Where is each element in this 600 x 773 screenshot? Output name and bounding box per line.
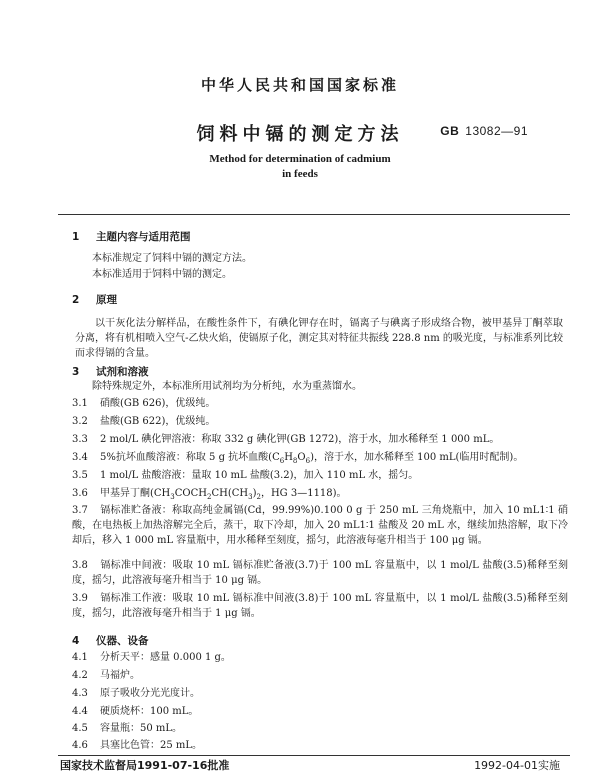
section-1-paragraph-1: 本标准规定了饲料中镉的测定方法。 [92, 253, 252, 264]
item-4-3: 4.3 原子吸收分光光度计。 [72, 688, 200, 699]
section-2-paragraph: 以干灰化法分解样品，在酸性条件下，有碘化钾存在时，镉离子与碘离子形成络合物，被甲基异丁酮萃取分离，将有机相喷入空气-乙炔火焰，使镉原子化，测定其对特征共振线 228.8 nm 的吸光度，与标准系列比较而求得镉的含量。 [75, 318, 563, 359]
item-4-4: 4.4 硬质烧杯：100 mL。 [72, 706, 199, 717]
footer-divider [58, 755, 570, 756]
header-divider [58, 214, 570, 215]
section-1-paragraph-2: 本标准适用于饲料中镉的测定。 [92, 269, 232, 280]
item-4-2: 4.2 马福炉。 [72, 670, 140, 681]
section-3-heading: 3 试剂和溶液 [72, 366, 149, 378]
issuing-authority: 中华人民共和国国家标准 [200, 76, 399, 94]
standard-number-value: 13082—91 [465, 124, 528, 138]
section-1-heading: 1 主题内容与适用范围 [72, 231, 191, 243]
standard-title-english-line1: Method for determination of cadmium [209, 153, 391, 165]
item-4-1: 4.1 分析天平：感量 0.000 1 g。 [72, 652, 231, 663]
item-3-4: 3.4 5%抗坏血酸溶液：称取 5 g 抗坏血酸$(C_6H_8O_6)$，溶于水，加水稀释至 100 mL(临用时配制)。 [72, 452, 524, 465]
item-3-7: 3.7 镉标准贮备液：称取高纯金属镉(Cd，99.99%)0.100 0 g 于 250 mL 三角烧瓶中，加入 10 mL1∶1 硝酸，在电热板上加热溶解完全后，蒸干，取下冷却，加入 20 mL1∶1 盐酸及 20 mL 水，继续加热溶解，取下冷却后，移入 1 000 mL 容量瓶中，用水稀释至刻度，摇匀，此溶液每毫升相当于 100 μg 镉。 [72, 505, 568, 546]
section-2-heading: 2 原理 [72, 294, 117, 306]
standard-number [440, 124, 528, 138]
item-3-8: 3.8 镉标准中间液：吸取 10 mL 镉标准贮备液(3.7)于 100 mL 容量瓶中，以 1 mol/L 盐酸(3.5)稀释至刻度，摇匀，此溶液每毫升相当于 10 μg 镉。 [72, 560, 568, 586]
standard-title-chinese: 饲料中镉的测定方法 [196, 124, 404, 145]
item-4-5: 4.5 容量瓶：50 mL。 [72, 723, 183, 734]
standard-title-english-line2: in feeds [282, 168, 318, 180]
item-3-2: 3.2 盐酸(GB 622)，优级纯。 [72, 416, 216, 427]
item-3-6: 3.6 甲基异丁酮($CH_3COCH_2CH(CH_3)_2$，HG 3—1118)。 [72, 488, 347, 501]
implementation-date: 1992-04-01实施 [474, 759, 560, 772]
approval-date: 国家技术监督局1991-07-16批准 [60, 759, 230, 772]
section-3-intro: 除特殊规定外，本标准所用试剂均为分析纯，水为重蒸馏水。 [92, 381, 362, 392]
standard-prefix: GB [440, 124, 460, 138]
item-3-5: 3.5 1 mol/L 盐酸溶液：量取 10 mL 盐酸(3.2)，加入 110 mL 水，摇匀。 [72, 470, 419, 481]
item-3-1: 3.1 硝酸(GB 626)，优级纯。 [72, 398, 216, 409]
item-3-9: 3.9 镉标准工作液：吸取 10 mL 镉标准中间液(3.8)于 100 mL 容量瓶中，以 1 mol/L 盐酸(3.5)稀释至刻度，摇匀，此溶液每毫升相当于 1 μg 镉。 [72, 593, 568, 619]
section-4-heading: 4 仪器、设备 [72, 635, 149, 647]
item-4-6: 4.6 具塞比色管：25 mL。 [72, 740, 203, 751]
item-3-3: 3.3 2 mol/L 碘化钾溶液：称取 332 g 碘化钾(GB 1272)，溶于水，加水稀释至 1 000 mL。 [72, 434, 500, 445]
